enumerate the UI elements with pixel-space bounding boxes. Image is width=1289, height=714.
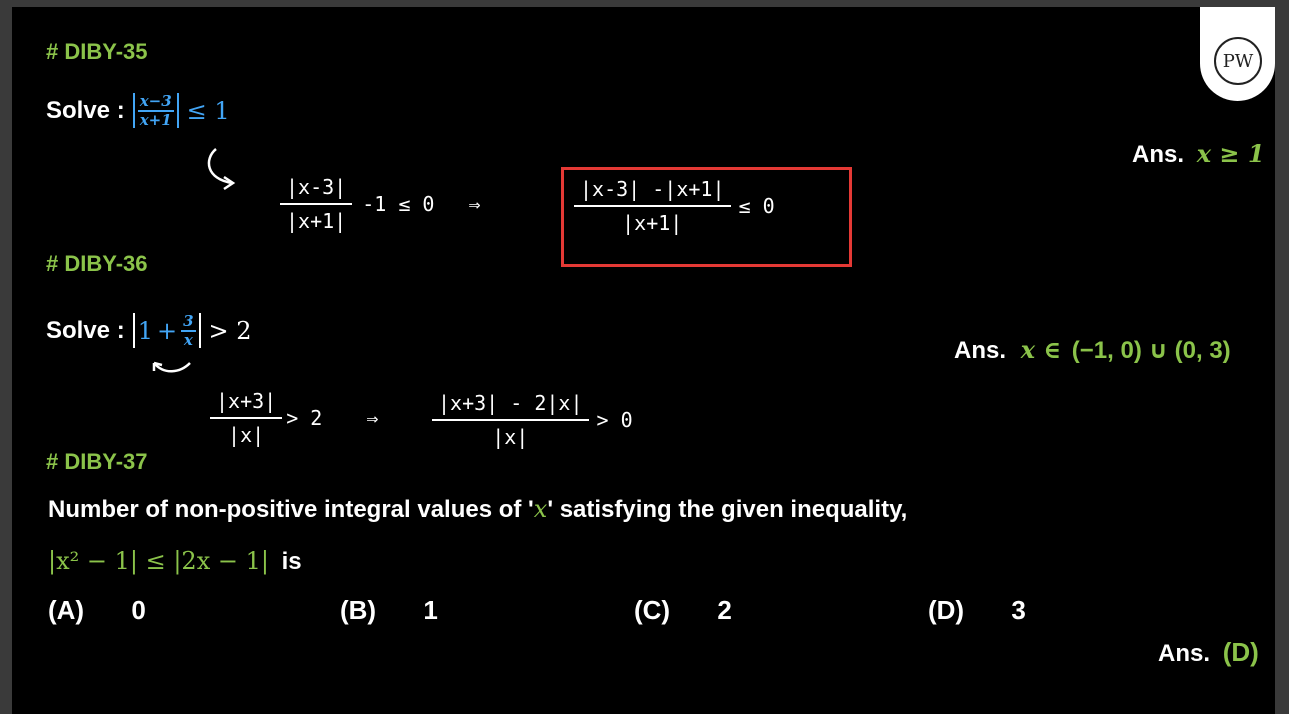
implies-arrow-icon: ⇒	[366, 406, 379, 430]
pw-logo-icon: PW	[1214, 37, 1262, 85]
problem-36-fraction: $\frac{3}{x}$	[183, 312, 194, 349]
problem-35-work-step2: $\frac{|x-3| -|x+1|}{|x+1|}$ ≤ 0	[574, 177, 775, 235]
problem-35-header: # DIBY-35	[46, 39, 148, 64]
problem-35-answer: Ans. x ≥ 1	[1132, 139, 1265, 168]
problem-37-header: # DIBY-37	[46, 449, 148, 474]
problem-36-answer: Ans. x ∈ (−1, 0) ∪ (0, 3)	[954, 335, 1231, 364]
problem-35-fraction: $\frac{x-3}{x+1}$	[139, 92, 172, 129]
problem-36-header: # DIBY-36	[46, 251, 148, 276]
slide	[12, 7, 1275, 714]
problem-37-expression: |x² − 1| ≤ |2x − 1| is	[48, 547, 302, 575]
option-c[interactable]: (C) 2	[634, 595, 732, 625]
problem-36-work-step1: |x+3| |x| > 2 ⇒	[210, 389, 378, 447]
problem-36-work-step2: |x+3| - 2|x| |x| > 0	[432, 391, 633, 449]
curved-arrow-icon	[202, 145, 242, 195]
problem-37-answer: Ans. (D)	[1158, 637, 1259, 667]
logo-tab	[1200, 7, 1275, 101]
problem-35-statement: Solve : $\frac{x-3}{x+1}$ ≤ 1	[46, 92, 230, 129]
option-d[interactable]: (D) 3	[928, 595, 1026, 625]
problem-37-question: Number of non-positive integral values of 'x' satisfying the given inequality,	[48, 495, 908, 523]
implies-arrow-icon: ⇒	[468, 192, 481, 216]
solve-label: Solve :	[46, 96, 125, 124]
solve-label: Solve :	[46, 316, 125, 344]
curved-arrow-icon	[150, 357, 194, 377]
option-a[interactable]: (A) 0	[48, 595, 146, 625]
option-b[interactable]: (B) 1	[340, 595, 438, 625]
problem-35-work-step1: |x-3| |x+1| -1 ≤ 0 ⇒	[280, 175, 481, 233]
problem-36-statement: Solve : 1 + $\frac{3}{x}$ > 2	[46, 312, 252, 349]
